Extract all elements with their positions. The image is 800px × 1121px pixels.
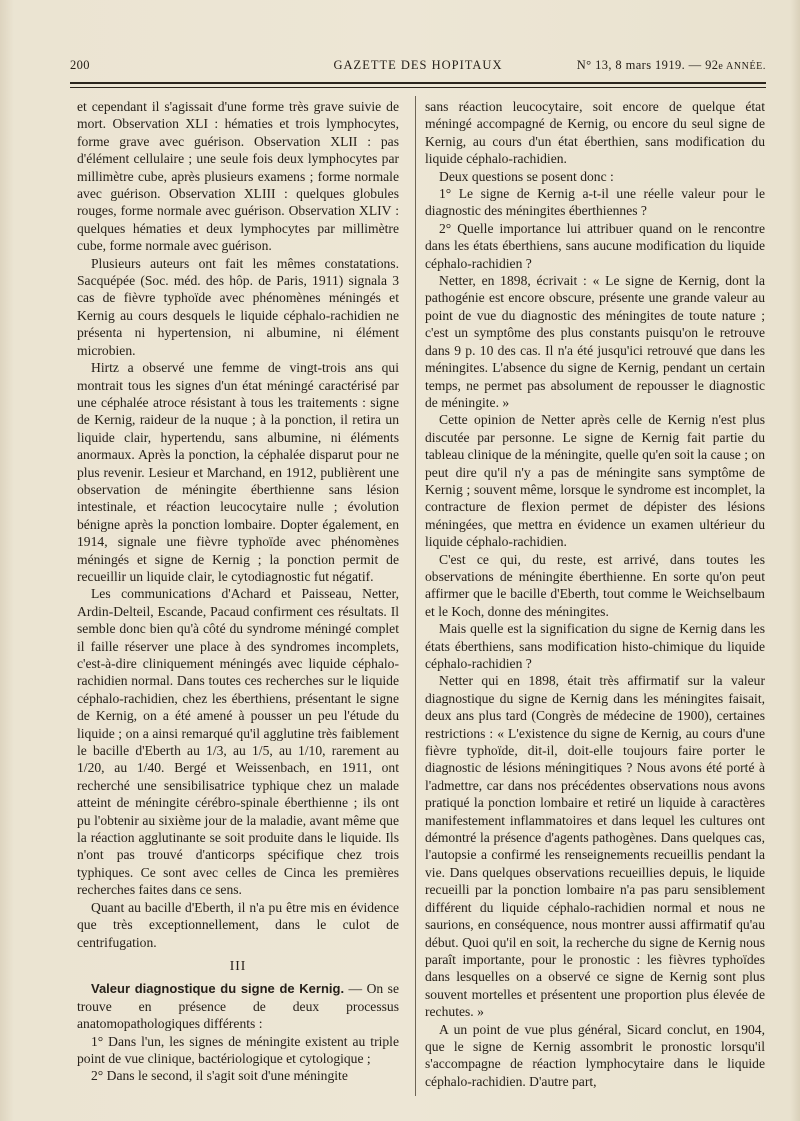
header-rule-thick	[70, 82, 766, 84]
list-item: 2° Dans le second, il s'agit soit d'une méningite	[91, 1068, 348, 1084]
paragraph: Les communications d'Achard et Paisseau, Netter, Ardin-Delteil, Escande, Pacaud confirment ces résultats. Il semble donc bien qu'à côté du syndrome méningé complet il faille réserver une place à des syndromes incomplets, c'est-à-dire cliniquement méningés avec liquide céphalo-rachidien normal. Dans toutes ces recherches sur le liquide céphalo-rachidien, chez les éberthiens, présentant le signe de Kernig, on a été amené à pousser un peu l'étude du liquide ; on a ainsi remarqué qu'il agglutine très faiblement le bacille d'Eberth au 1/3, au 1/5, au 1/10, rarement au 1/20, au 1/40. Bergé et Weissenbach, en 1911, ont recherché une sensibilisatrice typhique chez un malade atteint de méningite cérébro-spinale éberthienne ; ils ont pu l'obtenir au sixième jour de la maladie, avant même que la réaction agglutinante se soit produite dans le liquide. Ils n'ont pas trouvé d'anticorps spécifique chez trois typhiques. Ce sont avec celles de Cinca les premières recherches faites dans ce sens.	[77, 586, 399, 898]
paragraph: Netter qui en 1898, était très affirmatif sur la valeur diagnostique du signe de Kernig dans les méningites faisait, deux ans plus tard (Congrès de médecine de 1900), certaines restrictions : « L'existence du signe de Kernig, au cours d'une fièvre typhoïde, dit-il, doit-elle toujours faire porter le diagnostic de lésions méningitiques ? Nous avons été porté à l'admettre, car dans nos précédentes observations nous avons pratiqué la ponction lombaire et retiré un liquide à caractères manifestement inflammatoires et dans lequel les cultures ont démontré la présence d'agents pathogènes. Dans quelques cas, l'autopsie a confirmé les renseignements recueillis pendant la vie. Dans quelques observations recueillies depuis, le liquide recueilli par la ponction lombaire n'a pas paru sensiblement différent du liquide céphalo-rachidien normal et nous ne saurions, en conséquence, nous montrer aussi affirmatif qu'au début. Quoi qu'il en soit, la recherche du signe de Kernig nous paraît importante, pour le pronostic : les fièvres typhoïdes dans lesquelles on a observé ce signe de Kernig sont plus souvent mortelles et présentent une proportion plus élevée de rechutes. »	[425, 673, 765, 1020]
list-item: 2° Quelle importance lui attribuer quand on le rencontre dans les états éberthiens, sans aucune modification du liquide céphalo-rachidien ?	[425, 220, 765, 271]
section-number: III	[229, 957, 247, 973]
paragraph: Quant au bacille d'Eberth, il n'a pu être mis en évidence que très exceptionnellement, dans le culot de centrifugation.	[77, 899, 399, 950]
paragraph: Hirtz a observé une femme de vingt-trois ans qui montrait tous les signes d'un état méningé caractérisé par une céphalée atroce résistant à tous les traitements : signe de Kernig, raideur de la nuque ; à la ponction, il retira un liquide clair, hypertendu, sans albumine, ni éléments anormaux. Après la ponction, la céphalée disparut pour ne plus revenir. Lesieur et Marchand, en 1912, publièrent une observation de méningite éberthienne sans lésion intestinale, et réaction leucocytaire nulle ; évolution bénigne après la ponction lombaire. Dopter également, en 1914, signale une fièvre typhoïde avec phénomènes méningés et signe de Kernig ; la ponction permit de recueillir un liquide clair, le cytodiagnostic fut négatif.	[77, 360, 399, 584]
journal-title: GAZETTE DES HOPITAUX	[333, 58, 503, 72]
section-intro: — On se trouve en présence de deux processus anatomopathologiques différents :	[77, 981, 399, 1032]
left-column	[77, 98, 399, 1085]
paragraph: C'est ce qui, du reste, est arrivé, dans toutes les observations de méningite éberthienne. En sorte qu'on peut affirmer que le bacille d'Eberth, tout comme le Weichselbaum et le Koch, donne des méningites.	[425, 551, 765, 619]
right-column	[425, 98, 765, 1090]
issue-year-suffix: e ANNÉE.	[718, 61, 766, 72]
column-divider	[415, 96, 416, 1096]
section-heading: Valeur diagnostique du signe de Kernig.	[91, 981, 345, 997]
issue-date: N° 13, 8 mars 1919. — 92	[576, 58, 719, 72]
issue-info	[577, 58, 766, 73]
paragraph: A un point de vue plus général, Sicard conclut, en 1904, que le signe de Kernig assombrit le pronostic lorsqu'il s'accompagne de réaction lymphocytaire dans le liquide céphalo-rachidien. D'autre part,	[425, 1021, 765, 1089]
paragraph: Cette opinion de Netter après celle de Kernig n'est plus discutée par personne. Le signe de Kernig fait partie du tableau clinique de la méningite, quelle qu'en soit la cause ; on peut dire qu'il n'y a pas de méningite sans symptôme de Kernig ; souvent même, lorsque le syndrome est incomplet, la contracture de flexion permet de dépister des lésions méningées, que mettra en évidence un examen ultérieur du liquide céphalo-rachidien.	[425, 412, 765, 550]
paragraph: et cependant il s'agissait d'une forme très grave suivie de mort. Observation XLI : hématies et trois lymphocytes, forme grave avec guérison. Observation XLII : pas d'élément cellulaire ; une seule fois deux lymphocytes par millimètre cube, après plusieurs examens ; forme normale avec guérison. Observation XLIII : quelques globules rouges, forme normale avec guérison. Observation XLIV : quelques hématies et deux lymphocytes par millimètre cube, forme normale avec guérison.	[77, 99, 399, 254]
paragraph: Plusieurs auteurs ont fait les mêmes constatations. Sacquépée (Soc. méd. des hôp. de Paris, 1911) signala 3 cas de fièvre typhoïde avec phénomènes méningés et Kernig au cours desquels le liquide céphalo-rachidien ne présenta ni hypertension, ni albumine, ni élément microbien.	[77, 255, 399, 358]
paragraph: sans réaction leucocytaire, soit encore de quelque état méningé accompagné de Kernig, ou encore du seul signe de Kernig, au cours d'un état éberthien, sans modification du liquide céphalo-rachidien.	[425, 99, 765, 167]
paragraph: Netter, en 1898, écrivait : « Le signe de Kernig, dont la pathogénie est encore obscure, présente une grande valeur au point de vue du diagnostic des méningites de toute nature ; c'est un symptôme des plus constants puisqu'on le retrouve dans 9 p. 10 des cas. Il n'a été jusqu'ici retrouvé que dans les méningites. L'absence du signe de Kernig, pendant un certain temps, ne permet pas absolument de repousser le diagnostic de méningite. »	[425, 273, 765, 410]
paragraph: Mais quelle est la signification du signe de Kernig dans les états éberthiens, sans modification histo-chimique du liquide céphalo-rachidien ?	[425, 621, 765, 671]
list-item: 1° Le signe de Kernig a-t-il une réelle valeur pour le diagnostic des méningites éberthiennes ?	[425, 186, 765, 219]
list-item: 1° Dans l'un, les signes de méningite existent au triple point de vue clinique, bactériologique et cytologique ;	[77, 1033, 399, 1066]
page-header	[70, 58, 766, 78]
page-number: 200	[70, 58, 90, 72]
paragraph: Deux questions se posent donc :	[439, 168, 614, 184]
header-rule-thin	[70, 87, 766, 88]
section-intro-paragraph	[77, 980, 399, 1032]
